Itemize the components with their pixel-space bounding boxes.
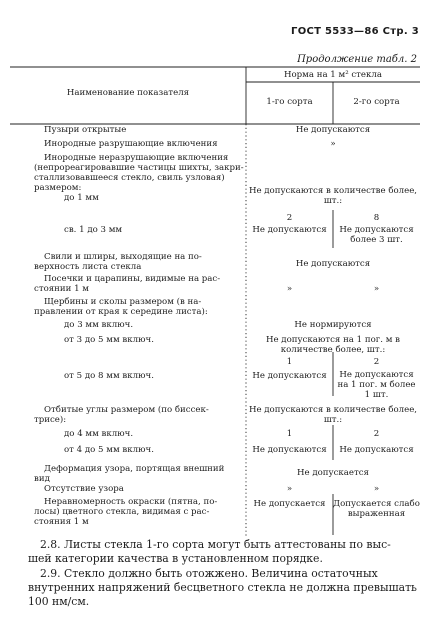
count-grade-1: 1	[286, 429, 293, 439]
ditto-mark: »	[373, 284, 380, 294]
value-grade-1: Не допускаются	[252, 445, 327, 455]
row-label-line: лосы) цветного стекла, видимая с рас-	[34, 507, 210, 517]
value-grade-2: 1 шт.	[364, 390, 389, 400]
row-label-line: Щербины и сколы размером (в на-	[44, 297, 202, 307]
row-label-open-bubbles: Пузыри открытые	[44, 125, 127, 135]
row-value-line: Не допускаются на 1 пог. м в	[266, 335, 400, 345]
value-grade-2: на 1 пог. м более	[337, 380, 416, 390]
paragraph-line: внутренних напряжений бесцветного стекла не должна превышать	[28, 581, 417, 594]
ditto-mark: »	[286, 284, 293, 294]
value-grade-2: Не допускаются	[339, 445, 414, 455]
row-value-line: шт.:	[323, 415, 343, 425]
row-value-line: Не допускаются в количестве более,	[248, 186, 418, 196]
row-value: Не допускаются	[295, 259, 371, 269]
sub-row-label: до 3 мм включ.	[64, 320, 134, 330]
ditto-mark: »	[373, 484, 380, 494]
count-grade-2: 2	[373, 429, 380, 439]
column-header-norm: Норма на 1 м² стекла	[284, 70, 382, 80]
sub-row-label: до 4 мм включ.	[64, 429, 134, 439]
row-label-line: Деформация узора, портящая внешний	[44, 464, 225, 474]
paragraph-line: шей категории качества в установленном порядке.	[28, 552, 323, 565]
count-grade-1: 1	[286, 357, 293, 367]
row-label-line: Неравномерность окраски (пятна, по-	[44, 497, 218, 507]
value-grade-2: выраженная	[347, 509, 406, 519]
row-label-line: Посечки и царапины, видимые на рас-	[44, 274, 221, 284]
row-label-line: (непрореагировавшие частицы шихты, закри-	[34, 163, 244, 173]
value-grade-1: Не допускаются	[252, 225, 327, 235]
row-value-line: Не допускаются в количестве более,	[248, 405, 418, 415]
row-label-line: правлении от края к середине листа):	[34, 307, 208, 317]
row-value: Не допускается	[297, 468, 369, 478]
paragraph-line: 100 нм/см.	[28, 595, 90, 608]
value-grade-1: Не допускается	[253, 499, 326, 509]
sub-row-label: св. 1 до 3 мм	[64, 225, 123, 235]
sub-row-label: от 4 до 5 мм включ.	[64, 445, 154, 455]
row-value: Не нормируются	[294, 320, 372, 330]
column-header-grade-2: 2-го сорта	[353, 97, 400, 107]
paragraph-line: 2.8. Листы стекла 1-го сорта могут быть аттестованы по выс-	[40, 538, 391, 551]
ditto-mark: »	[286, 484, 293, 494]
value-grade-2: Допускается слабо	[333, 499, 420, 509]
row-label-line: Отбитые углы размером (по биссек-	[44, 405, 209, 415]
count-grade-2: 8	[373, 213, 380, 223]
row-value-line: количестве более, шт.:	[280, 345, 386, 355]
row-label-line: размером:	[34, 183, 82, 193]
value-grade-1: Не допускаются	[252, 371, 327, 381]
row-value-line: шт.:	[323, 196, 343, 206]
row-label-destructive-inclusions: Инородные разрушающие включения	[44, 139, 218, 149]
row-label-line: Свили и шлиры, выходящие на по-	[44, 252, 202, 262]
table-continuation-label: Продолжение табл. 2	[297, 54, 417, 65]
column-header-grade-1: 1-го сорта	[266, 97, 313, 107]
sub-row-label: от 5 до 8 мм включ.	[64, 371, 154, 381]
value-grade-2: Не допускаются	[339, 370, 414, 380]
value-grade-2: Не допускаются	[339, 225, 414, 235]
row-label-line: верхность листа стекла	[34, 262, 142, 272]
row-label-line: стоянии 1 м	[34, 284, 89, 294]
value-grade-2: более 3 шт.	[350, 235, 403, 245]
row-label-line: сталлизовавшееся стекло, свиль узловая)	[34, 173, 225, 183]
row-label-line: вид	[34, 474, 50, 484]
row-label-line: трисе):	[34, 415, 67, 425]
row-value: Не допускаются	[295, 125, 371, 135]
standard-header: ГОСТ 5533—86 Стр. 3	[291, 26, 419, 37]
paragraph-line: 2.9. Стекло должно быть отожжено. Величина остаточных	[40, 567, 378, 580]
count-grade-2: 2	[373, 357, 380, 367]
sub-row-label: от 3 до 5 мм включ.	[64, 335, 154, 345]
row-label-absence-of-pattern: Отсутствие узора	[44, 484, 124, 494]
row-label-line: стояния 1 м	[34, 517, 89, 527]
row-label-line: Инородные неразрушающие включения	[44, 153, 229, 163]
column-header-indicator: Наименование показателя	[66, 88, 190, 98]
sub-row-label: до 1 мм	[64, 193, 99, 203]
count-grade-1: 2	[286, 213, 293, 223]
ditto-mark: »	[330, 139, 336, 149]
